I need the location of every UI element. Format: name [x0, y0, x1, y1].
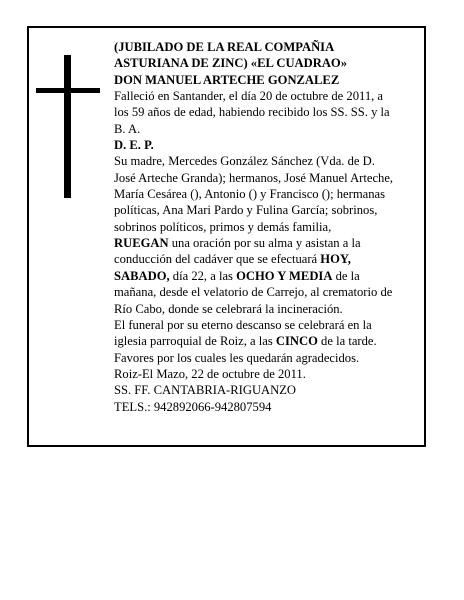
text-line: Falleció en Santander, el día 20 de octubre de 2011, a — [114, 89, 384, 104]
text-line: Favores por los cuales les quedarán agradecidos. — [114, 350, 360, 365]
text-line: Roiz-El Mazo, 22 de octubre de 2011. — [114, 366, 306, 381]
heading-line: (JUBILADO DE LA REAL COMPAÑIA — [114, 40, 335, 54]
text-line: B. A. — [114, 121, 141, 136]
dep-line: D. E. P. — [114, 138, 154, 153]
text-line: sobrinos políticos, primos y demás familia, — [114, 219, 332, 234]
phones-line: TELS.: 942892066-942807594 — [114, 399, 272, 414]
text-line: Río Cabo, donde se celebrará la incineración. — [114, 301, 343, 316]
text-line: SABADO, día 22, a las OCHO Y MEDIA de la — [114, 268, 360, 283]
text-line: políticas, Ana Mari Pardo y Fulina García; sobrinos, — [114, 203, 378, 218]
cross-icon — [36, 55, 100, 198]
text-line: Su madre, Mercedes González Sánchez (Vda. de D. — [114, 154, 375, 169]
funeral-home-line: SS. FF. CANTABRIA-RIGUANZO — [114, 383, 297, 398]
text-line: los 59 años de edad, habiendo recibido los SS. SS. y la — [114, 105, 390, 120]
text-line: María Cesárea (), Antonio () y Francisco (); hermanas — [114, 187, 386, 202]
text-line: iglesia parroquial de Roiz, a las CINCO de la tarde. — [114, 334, 377, 349]
text-line: conducción del cadáver que se efectuará HOY, — [114, 252, 351, 267]
text-line: El funeral por su eterno descanso se celebrará en la — [114, 317, 372, 332]
deceased-name: DON MANUEL ARTECHE GONZALEZ — [114, 72, 340, 87]
text-line: RUEGAN una oración por su alma y asistan a la — [114, 236, 361, 251]
heading-line: ASTURIANA DE ZINC) «EL CUADRAO» — [114, 56, 348, 71]
text-line: José Arteche Granda); hermanos, José Manuel Arteche, — [114, 170, 394, 185]
text-line: mañana, desde el velatorio de Carrejo, al crematorio de — [114, 285, 393, 300]
obituary-text — [114, 39, 404, 415]
